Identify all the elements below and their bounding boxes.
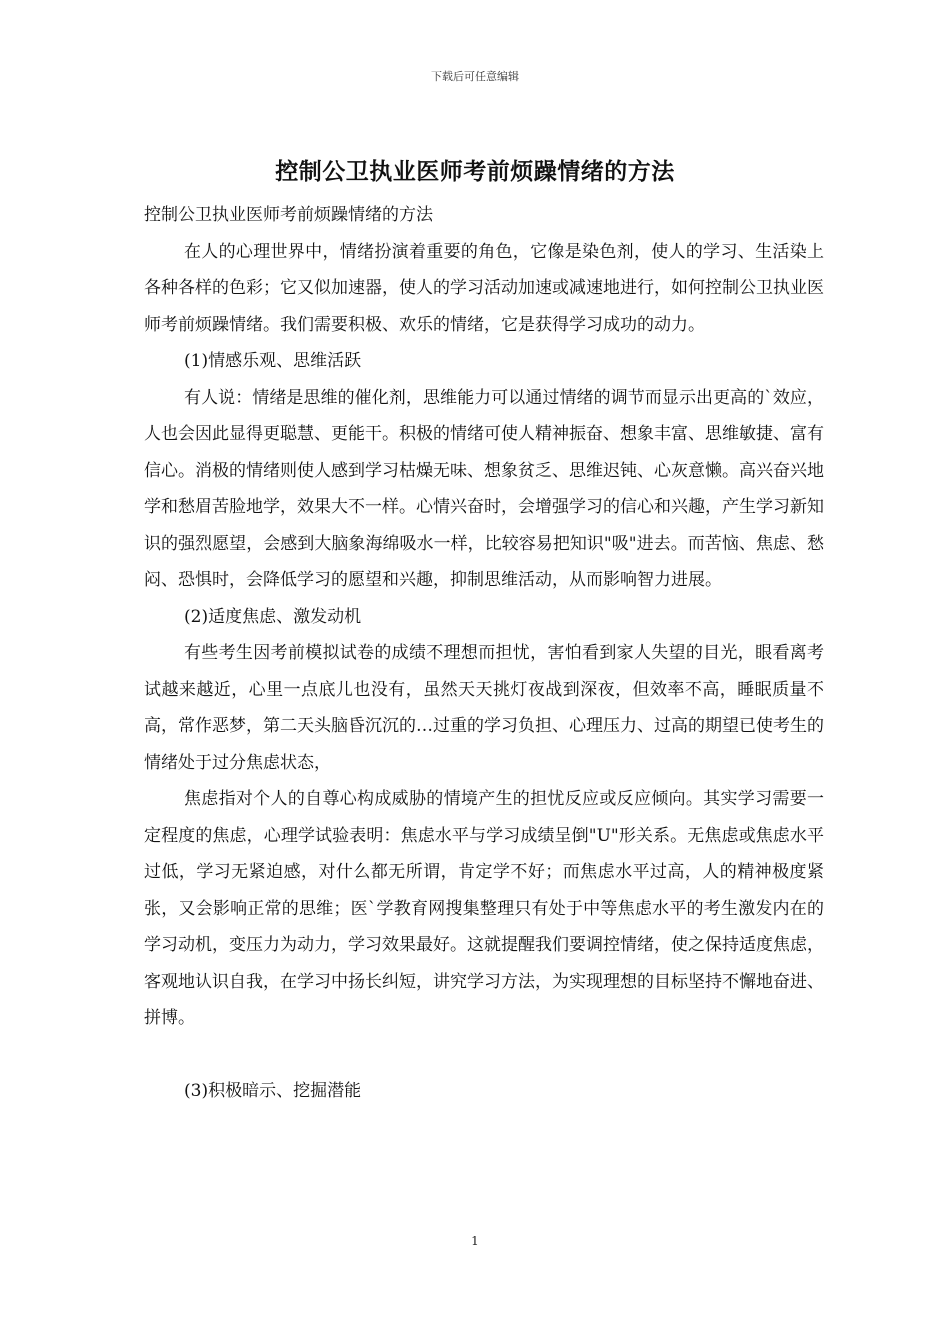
page-number: 1 — [471, 1234, 479, 1248]
paragraph-3: 焦虑指对个人的自尊心构成威胁的情境产生的担忧反应或反应倾向。其实学习需要一定程度的焦虑，心理学试验表明：焦虑水平与学习成绩呈倒"U"形关系。无焦虑或焦虑水平过低，学习无紧迫感，对什么都无所谓，肯定学不好；而焦虑水平过高，人的精神极度紧张，又会影响正常的思维；医`学教育网搜集整理只有处于中等焦虑水平的考生激发内在的学习动机，变压力为动力，学习效果最好。这就提醒我们要调控情绪，使之保持适度焦虑，客观地认识自我，在学习中扬长纠短，讲究学习方法，为实现理想的目标坚持不懈地奋进、拼博。 — [144, 789, 824, 1028]
document-title: 控制公卫执业医师考前烦躁情绪的方法 — [275, 158, 675, 185]
section-heading-3: (3)积极暗示、挖掘潜能 — [184, 1081, 362, 1101]
intro-paragraph: 在人的心理世界中，情绪扮演着重要的角色，它像是染色剂，使人的学习、生活染上各种各样的色彩；它又似加速器，使人的学习活动加速或减速地进行，如何控制公卫执业医师考前烦躁情绪。我们需要积极、欢乐的情绪，它是获得学习成功的动力。 — [144, 241, 824, 335]
paragraph-spacer — [144, 1037, 824, 1074]
document-body — [144, 197, 824, 1110]
paragraph-2: 有些考生因考前模拟试卷的成绩不理想而担忧，害怕看到家人失望的目光，眼看离考试越来越近，心里一点底儿也没有，虽然天天挑灯夜战到深夜，但效率不高，睡眠质量不高，常作恶梦，第二天头脑昏沉沉的…过重的学习负担、心理压力、过高的期望已使考生的情绪处于过分焦虑状态， — [144, 643, 824, 773]
paragraph-1: 有人说：情绪是思维的催化剂，思维能力可以通过情绪的调节而显示出更高的`效应，人也会因此显得更聪慧、更能干。积极的情绪可使人精神振奋、想象丰富、思维敏捷、富有信心。消极的情绪则使人感到学习枯燥无味、想象贫乏、思维迟钝、心灰意懒。高兴奋兴地学和愁眉苦脸地学，效果大不一样。心情兴奋时，会增强学习的信心和兴趣，产生学习新知识的强烈愿望，会感到大脑象海绵吸水一样，比较容易把知识"吸"进去。而苦恼、焦虑、愁闷、恐惧时，会降低学习的愿望和兴趣，抑制思维活动，从而影响智力进展。 — [144, 387, 824, 590]
section-heading-1: (1)情感乐观、思维活跃 — [184, 351, 362, 371]
document-subtitle: 控制公卫执业医师考前烦躁情绪的方法 — [144, 205, 433, 225]
section-heading-2: (2)适度焦虑、激发动机 — [184, 606, 362, 627]
header-note: 下载后可任意编辑 — [431, 70, 519, 83]
